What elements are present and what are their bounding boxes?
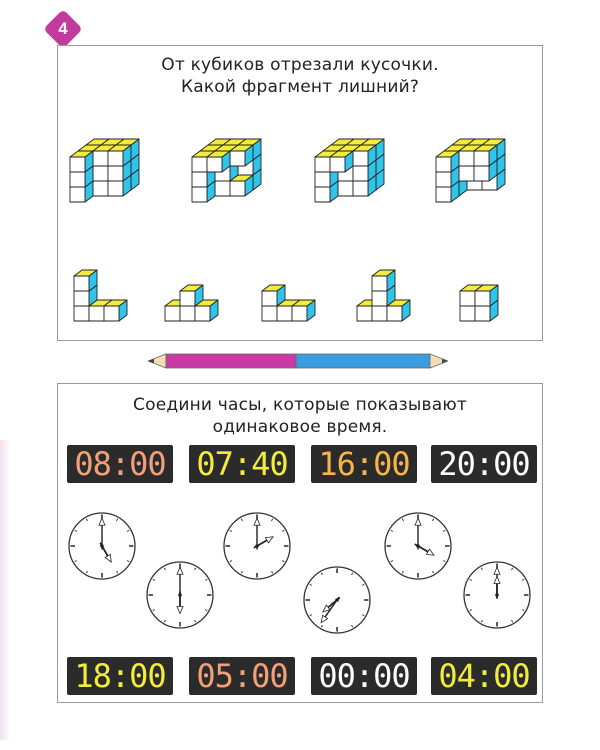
digital-time: 04:00 (438, 657, 530, 695)
digital-time: 16:00 (318, 445, 410, 483)
pencil-divider (148, 350, 448, 372)
digital-clock-bottom-2[interactable] (189, 657, 295, 695)
digital-clock-top-1[interactable] (67, 445, 173, 483)
digital-time: 07:40 (196, 445, 288, 483)
digital-clock-top-4[interactable] (431, 445, 537, 483)
cube-task-panel (57, 45, 543, 341)
page-edge-tint (0, 440, 10, 740)
digital-clock-bottom-4[interactable] (431, 657, 537, 695)
digital-time: 18:00 (74, 657, 166, 695)
digital-time: 20:00 (438, 445, 530, 483)
digital-clock-bottom-1[interactable] (67, 657, 173, 695)
digital-time: 05:00 (196, 657, 288, 695)
cube-task-title (58, 54, 542, 98)
title-line-2: одинаковое время. (212, 417, 388, 437)
clock-task-title (58, 394, 542, 438)
digital-time: 08:00 (74, 445, 166, 483)
digital-clock-top-3[interactable] (311, 445, 417, 483)
digital-time: 00:00 (318, 657, 410, 695)
title-line-1: Соедини часы, которые показывают (133, 395, 467, 415)
digital-clock-bottom-3[interactable] (311, 657, 417, 695)
title-line-1: От кубиков отрезали кусочки. (161, 55, 439, 75)
digital-clock-top-2[interactable] (189, 445, 295, 483)
title-line-2: Какой фрагмент лишний? (180, 77, 420, 97)
task-number: 4 (58, 19, 68, 38)
clock-task-panel (57, 383, 543, 703)
